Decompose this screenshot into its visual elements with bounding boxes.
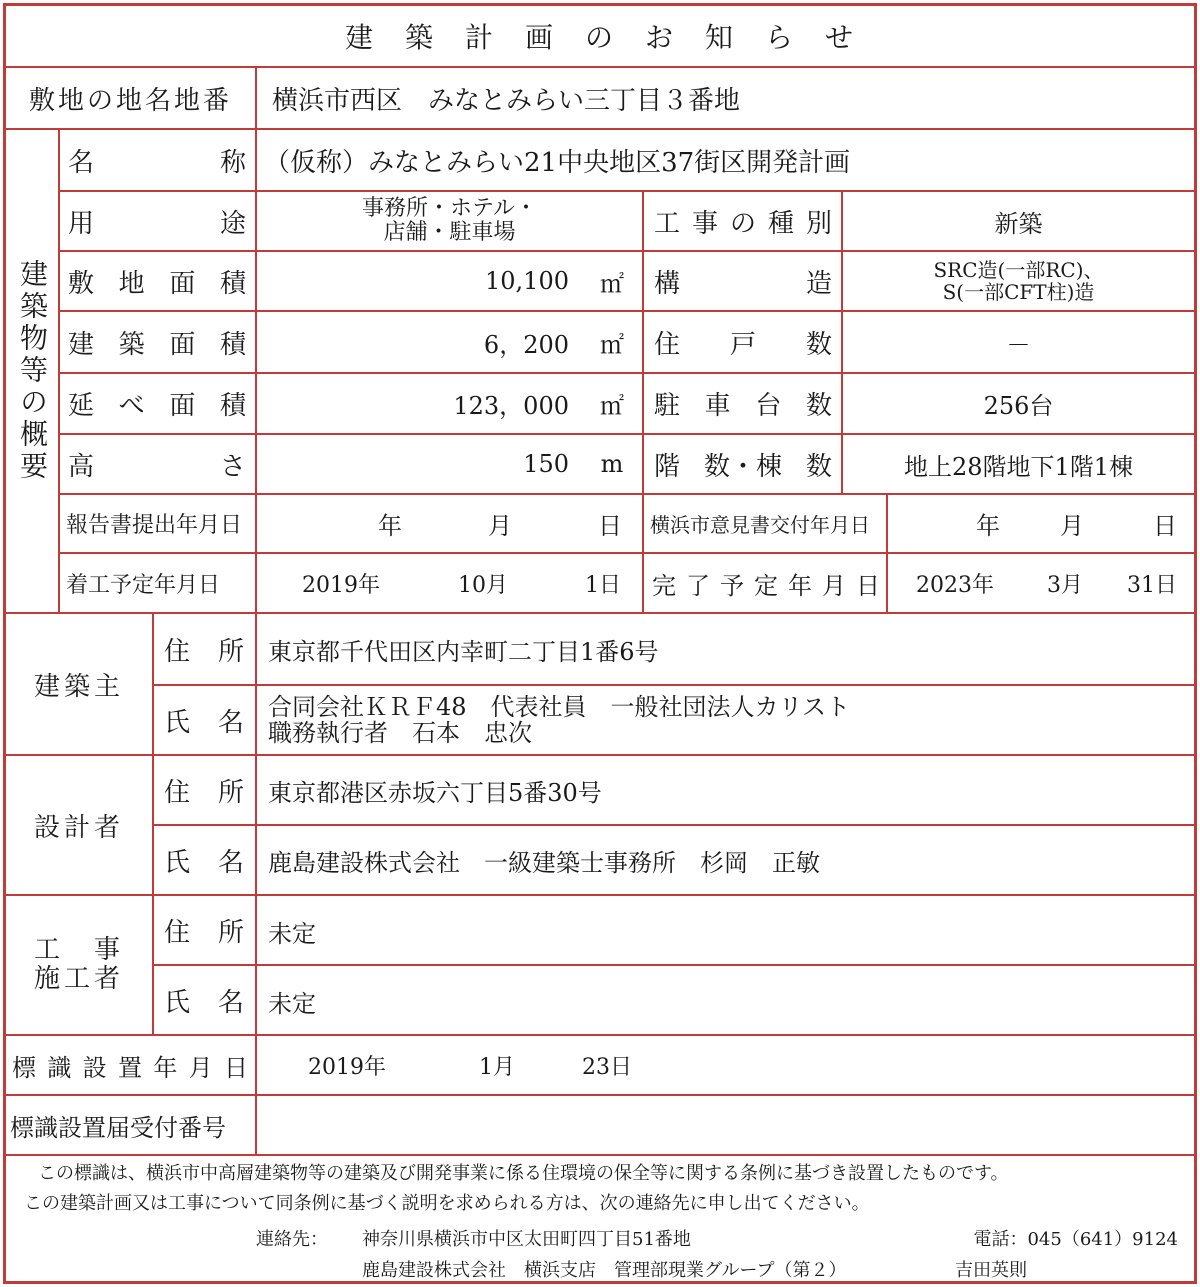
note-line-1: この標識は、横浜市中高層建築物等の建築及び開発事業に係る住環境の保全等に関する条例に基づき設置したものです。 — [38, 1163, 1009, 1184]
height-label — [68, 435, 246, 493]
owner-name-line: 職務執行者 石本 忠次 — [268, 719, 532, 747]
label-char: 名 — [68, 147, 95, 178]
label-char: 設 — [82, 1053, 107, 1082]
label-char: 年 — [153, 1053, 178, 1082]
label-char: 名 — [217, 987, 244, 1018]
use-label — [68, 192, 246, 250]
sign-date-label — [12, 1036, 248, 1094]
end-date-year: 2023年 — [916, 572, 994, 598]
work-type-value: 新築 — [994, 209, 1043, 238]
contractor-label — [6, 896, 152, 1034]
label-char: 所 — [217, 777, 244, 808]
label-char: 数・棟 — [703, 451, 782, 482]
opinion-date-day: 日 — [1153, 512, 1177, 540]
label-char: 建 — [68, 329, 95, 360]
label-char: 日 — [223, 1053, 248, 1082]
label-char: 名 — [217, 847, 244, 878]
sign-number-value — [268, 1096, 1188, 1154]
site-value: 横浜市西区 みなとみらい三丁目３番地 — [272, 85, 741, 116]
label-char: 所 — [217, 636, 244, 667]
contractor-addr-label — [164, 896, 244, 964]
floors-label — [654, 435, 832, 493]
label-char: 造 — [805, 268, 832, 299]
owner-name-line: 合同会社ＫＲＦ48 代表社員 一般社団法人カリスト — [268, 692, 851, 721]
floors-value: 地上28階地下1階1棟 — [903, 452, 1134, 481]
report-date-year: 年 — [378, 512, 402, 540]
label-char: 地 — [118, 268, 145, 299]
contact-person: 吉田英則 — [955, 1260, 1027, 1281]
label-char: 数 — [805, 329, 832, 360]
label-char: 日 — [856, 571, 880, 600]
floor-area-unit: ㎡ — [600, 392, 624, 420]
label-char: 事 — [691, 208, 718, 239]
label-char: 台 — [755, 391, 782, 421]
label-char: 積 — [219, 268, 246, 299]
contractor-label-line: 施工者 — [33, 964, 124, 994]
label-char: 名 — [217, 707, 244, 738]
floor-area-label — [68, 374, 246, 433]
contractor-address: 未定 — [268, 920, 316, 948]
contact-phone: 電話：045（641）9124 — [973, 1229, 1178, 1250]
label-char: 積 — [219, 329, 246, 360]
label-char: さ — [219, 451, 246, 482]
opinion-date-year: 年 — [976, 512, 1000, 540]
designer-name-label — [164, 826, 244, 894]
label-char: 戸 — [729, 329, 756, 360]
label-char: 築 — [118, 329, 145, 360]
rule — [58, 129, 60, 613]
overview-heading-text: 建築物等の概要 — [16, 259, 49, 483]
sign-date-year: 2019年 — [308, 1054, 386, 1080]
sign-date-month: 1月 — [479, 1054, 515, 1080]
use-value-line: 事務所・ホテル・ — [362, 195, 537, 221]
height-value: 150 — [523, 450, 569, 478]
name-label — [68, 130, 246, 190]
label-char: 月 — [188, 1053, 213, 1082]
report-date-month: 月 — [488, 512, 512, 540]
start-date-label: 着工予定年月日 — [66, 572, 221, 598]
label-char: べ — [118, 391, 145, 421]
label-char: 工 — [654, 208, 681, 239]
label-char: 置 — [117, 1053, 142, 1082]
designer-name: 鹿島建設株式会社 一級建築士事務所 杉岡 正敏 — [268, 848, 820, 877]
structure-value-line: SRC造(一部RC)、 — [933, 258, 1104, 282]
contractor-label-line: 工 事 — [33, 935, 124, 966]
site-area-value: 10,100 — [485, 267, 569, 295]
label-char: 氏 — [164, 707, 191, 738]
opinion-date-month: 月 — [1060, 512, 1084, 540]
label-char: 面 — [169, 391, 196, 421]
label-char: 年 — [788, 571, 812, 600]
units-value: － — [1006, 330, 1031, 359]
overview-heading — [6, 130, 58, 612]
designer-label: 設計者 — [33, 812, 124, 843]
owner-label: 建築主 — [33, 671, 124, 702]
start-date-day: 1日 — [585, 572, 621, 598]
parking-label — [654, 374, 832, 433]
height-unit: m — [600, 450, 624, 478]
name-value: （仮称）みなとみらい21中央地区37街区開発計画 — [264, 147, 851, 178]
site-area-unit: ㎡ — [600, 269, 624, 298]
contractor-name: 未定 — [268, 990, 316, 1018]
start-date-month: 10月 — [458, 572, 508, 598]
owner-name-label — [164, 686, 244, 754]
report-date-day: 日 — [598, 512, 622, 540]
contact-label: 連絡先： — [256, 1229, 328, 1250]
label-char: 予 — [720, 571, 744, 600]
site-area-label — [68, 252, 246, 310]
page-title: 建 築 計 画 の お 知 ら せ — [344, 21, 855, 54]
label-char: の — [729, 208, 756, 239]
owner-addr-label — [164, 614, 244, 684]
frame-right — [1194, 3, 1197, 1284]
label-char: 完 — [652, 571, 676, 600]
label-char: 種 — [767, 208, 794, 239]
label-char: 標 — [12, 1053, 36, 1082]
designer-address: 東京都港区赤坂六丁目5番30号 — [268, 778, 602, 807]
units-label — [654, 312, 832, 372]
label-char: 数 — [805, 451, 832, 482]
label-char: 面 — [169, 329, 196, 360]
label-char: 住 — [164, 917, 191, 948]
owner-name — [268, 686, 1188, 754]
label-char: 称 — [219, 147, 246, 178]
note-line-2: この建築計画又は工事について同条例に基づく説明を求められる方は、次の連絡先に申し出てください。 — [24, 1193, 870, 1214]
label-char: 住 — [164, 777, 191, 808]
label-char: 高 — [68, 451, 95, 482]
end-date-month: 3月 — [1047, 572, 1083, 598]
rule — [152, 613, 154, 1035]
label-char: 別 — [805, 208, 832, 239]
contact-organization: 鹿島建設株式会社 横浜支店 管理部現業グループ（第２） — [362, 1260, 847, 1281]
structure-value-line: S(一部CFT柱)造 — [942, 280, 1095, 304]
owner-address: 東京都千代田区内幸町二丁目1番6号 — [268, 637, 659, 666]
building-area-label — [68, 312, 246, 372]
label-char: 所 — [217, 917, 244, 948]
designer-addr-label — [164, 756, 244, 824]
contractor-name-label — [164, 966, 244, 1034]
end-date-day: 31日 — [1127, 572, 1177, 598]
site-label: 敷地の地名地番 — [28, 85, 232, 116]
floor-area-value: 123，000 — [453, 392, 569, 420]
label-char: 積 — [219, 391, 246, 421]
label-char: 定 — [754, 571, 778, 600]
sign-date-day: 23日 — [582, 1054, 632, 1080]
use-value-line: 店舗・駐車場 — [383, 220, 516, 245]
structure-label — [654, 252, 832, 310]
label-char: 階 — [654, 451, 681, 482]
label-char: 住 — [654, 329, 681, 360]
label-char: 構 — [654, 268, 681, 299]
building-area-value: 6，200 — [483, 330, 569, 359]
structure-value — [843, 252, 1194, 310]
rule — [886, 493, 888, 613]
label-char: 車 — [704, 391, 731, 421]
label-char: 用 — [68, 208, 95, 239]
opinion-date-label: 横浜市意見書交付年月日 — [650, 513, 870, 537]
label-char: 住 — [164, 636, 191, 667]
label-char: 了 — [686, 571, 710, 600]
end-date-label — [652, 554, 880, 612]
label-char: 敷 — [68, 268, 95, 299]
report-date-label: 報告書提出年月日 — [66, 513, 243, 538]
label-char: 月 — [822, 571, 846, 600]
use-value — [257, 192, 642, 250]
label-char: 駐 — [654, 391, 681, 421]
label-char: 氏 — [164, 987, 191, 1018]
label-char: 面 — [169, 268, 196, 299]
label-char: 数 — [805, 391, 832, 421]
label-char: 途 — [219, 208, 246, 239]
parking-value: 256台 — [983, 392, 1054, 420]
rule — [642, 191, 644, 613]
building-area-unit: ㎡ — [600, 330, 624, 359]
sign-number-label: 標識設置届受付番号 — [10, 1113, 226, 1142]
label-char: 識 — [47, 1053, 72, 1082]
rule — [3, 1154, 1197, 1156]
contact-address: 神奈川県横浜市中区太田町四丁目51番地 — [362, 1229, 691, 1250]
work-type-label — [654, 192, 832, 250]
start-date-year: 2019年 — [302, 572, 380, 598]
label-char: 延 — [68, 391, 95, 421]
label-char: 氏 — [164, 847, 191, 878]
